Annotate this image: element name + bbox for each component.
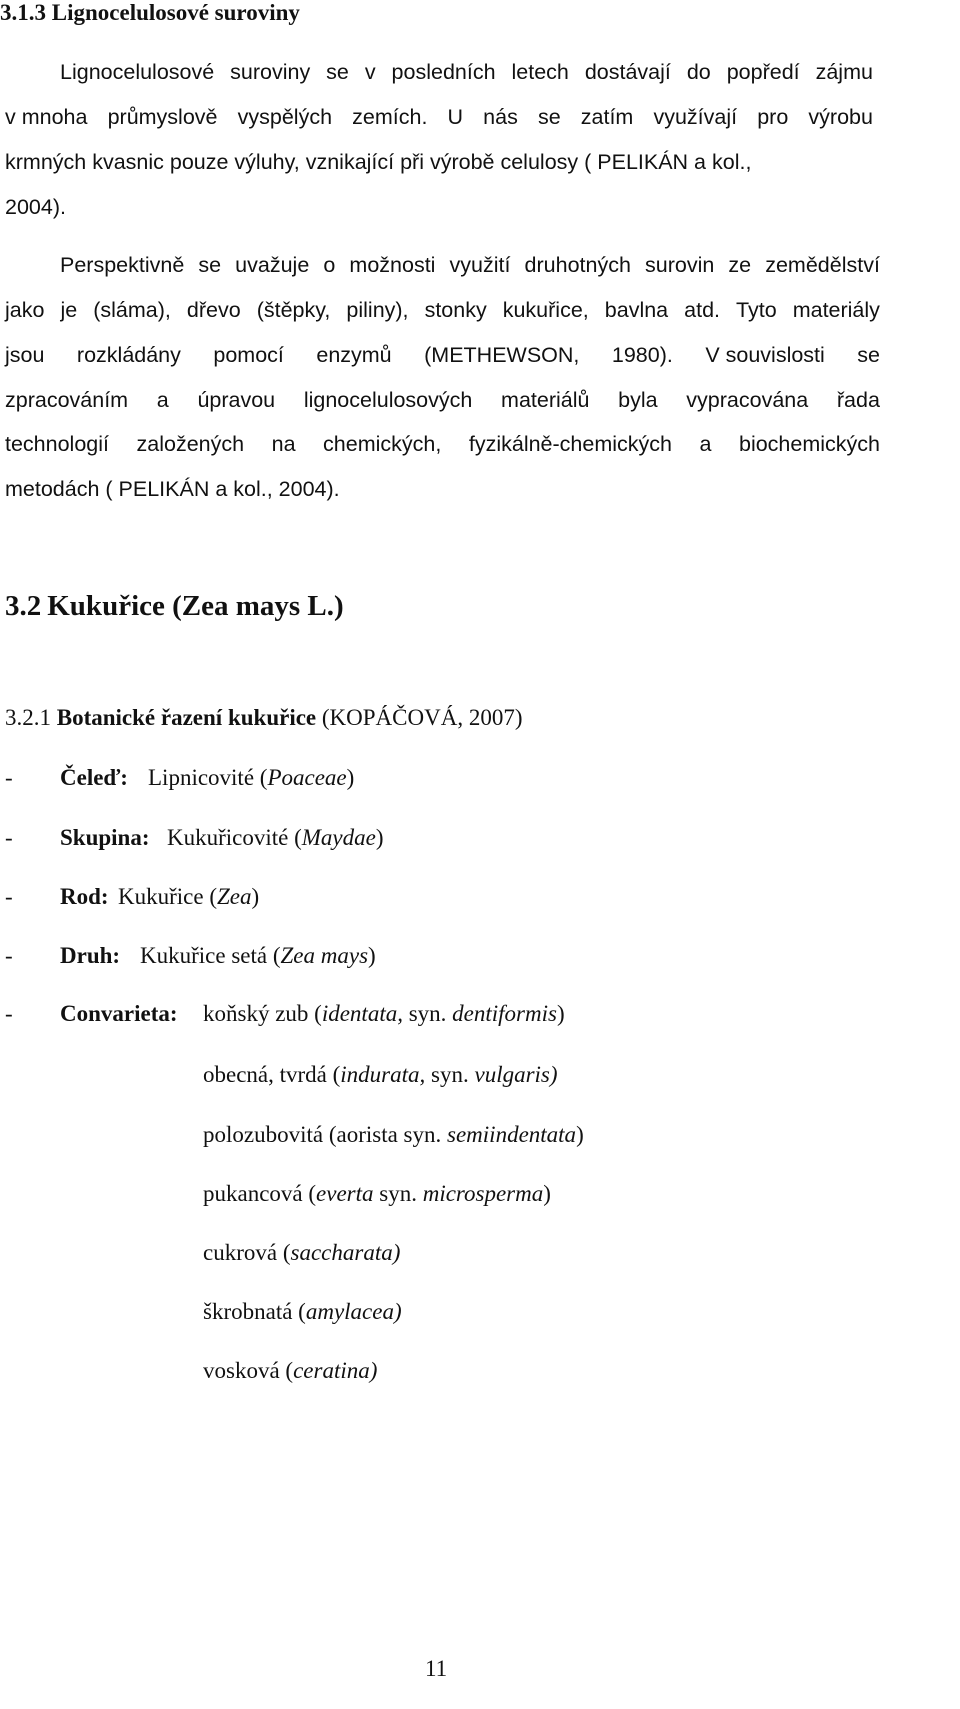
word: v [364, 60, 376, 84]
section-heading-3-2-1 [5, 705, 523, 731]
text-line [5, 477, 340, 502]
list-dash: - [5, 765, 13, 790]
convarieta-item: polozubovitá (aorista syn. semiindentata) [203, 1122, 584, 1147]
list-value: Kukuřice (Zea) [118, 884, 260, 909]
word: o [323, 253, 336, 277]
word: biochemických [738, 432, 880, 456]
word: se [537, 105, 561, 129]
list-label: Convarieta: [60, 1001, 178, 1026]
word: Perspektivně [60, 253, 185, 277]
word: bavlna [604, 298, 669, 322]
word: jako [5, 298, 45, 322]
list-label: Čeleď: [60, 765, 128, 790]
list-label: Druh: [60, 943, 121, 968]
convarieta-item: koňský zub (identata, syn. dentiformis) [203, 1001, 565, 1026]
word: možnosti [349, 253, 436, 277]
word: posledních [391, 60, 496, 84]
section-title: Kukuřice (Zea mays L.) [47, 590, 344, 622]
list-value: Kukuřicovité (Maydae) [167, 825, 384, 850]
word: Tyto [736, 298, 777, 322]
word: technologií [5, 432, 109, 456]
word: úpravou [197, 388, 276, 412]
word: dostávají [584, 60, 671, 84]
text-line [5, 298, 880, 323]
word: (sláma), [93, 298, 171, 322]
word: enzymů [316, 343, 392, 367]
word: založených [136, 432, 245, 456]
word: ze [728, 253, 752, 277]
word: jsou [5, 343, 45, 367]
list-label: Skupina: [60, 825, 150, 850]
text-line [5, 432, 880, 457]
section-number: 3.1.3 [0, 0, 46, 25]
convarieta-item: cukrová (saccharata) [203, 1240, 401, 1265]
word: popředí [726, 60, 800, 84]
word: průmyslově [107, 105, 218, 129]
section-heading-3-1-3 [0, 0, 300, 26]
word: a [156, 388, 169, 412]
word: do [686, 60, 711, 84]
convarieta-item: škrobnatá (amylacea) [203, 1299, 402, 1324]
word: rozkládány [76, 343, 181, 367]
word: metodách ( PELIKÁN a kol., 2004). [5, 477, 340, 501]
section-title: Lignocelulosové suroviny [51, 0, 300, 25]
text-line [5, 195, 66, 220]
word: U [447, 105, 464, 129]
section-title: Botanické řazení kukuřice [56, 705, 317, 730]
word: suroviny [230, 60, 311, 84]
section-number: 3.2 [5, 590, 42, 622]
word: (METHEWSON, [424, 343, 580, 367]
text-line [5, 150, 751, 175]
word: zatím [580, 105, 634, 129]
section-heading-3-2 [5, 590, 344, 623]
word: druhotných [524, 253, 631, 277]
list-item [5, 884, 260, 910]
word: využití [449, 253, 511, 277]
text-line [60, 253, 880, 278]
word: stonky [424, 298, 487, 322]
list-item [5, 825, 384, 851]
word: zemích. [352, 105, 428, 129]
word: lignocelulosových [303, 388, 473, 412]
page-number: 11 [425, 1656, 448, 1681]
word: v mnoha [5, 105, 88, 129]
section-number: 3.2.1 [5, 705, 51, 730]
word: je [60, 298, 78, 322]
text-line [5, 388, 880, 413]
word: využívají [653, 105, 738, 129]
list-item-convarieta [5, 1001, 178, 1027]
word: uvažuje [235, 253, 310, 277]
list-dash: - [5, 825, 13, 850]
text-line [5, 343, 880, 368]
list-dash: - [5, 943, 13, 968]
word: materiálů [501, 388, 590, 412]
word: byla [618, 388, 658, 412]
list-item [5, 943, 376, 969]
word: výrobu [808, 105, 873, 129]
word: na [271, 432, 296, 456]
word: a [699, 432, 712, 456]
word: řada [836, 388, 880, 412]
text-line [60, 60, 873, 85]
word: letech [511, 60, 569, 84]
word: pomocí [213, 343, 284, 367]
list-label: Rod: [60, 884, 109, 909]
word: piliny), [346, 298, 409, 322]
word: surovin [645, 253, 715, 277]
word: Lignocelulosové [60, 60, 215, 84]
list-item [5, 765, 355, 791]
word: V souvislosti [705, 343, 825, 367]
word: krmných kvasnic pouze výluhy, vznikající při výrobě celulosy ( PELIKÁN a kol., [5, 150, 752, 174]
convarieta-item: pukancová (everta syn. microsperma) [203, 1181, 551, 1206]
word: vypracována [686, 388, 809, 412]
word: se [198, 253, 222, 277]
word: 1980). [611, 343, 673, 367]
word: materiály [792, 298, 880, 322]
word: zemědělství [765, 253, 880, 277]
word: chemických, [323, 432, 442, 456]
section-source: (KOPÁČOVÁ, 2007) [321, 705, 523, 730]
word: zpracováním [5, 388, 129, 412]
word: se [326, 60, 349, 84]
list-value: Kukuřice setá (Zea mays) [140, 943, 376, 968]
text-line [5, 105, 873, 130]
word: nás [483, 105, 518, 129]
word: zájmu [815, 60, 873, 84]
word: 2004). [5, 195, 66, 219]
word: fyzikálně-chemických [468, 432, 672, 456]
word: kukuřice, [502, 298, 589, 322]
list-dash: - [5, 1001, 13, 1026]
word: pro [757, 105, 789, 129]
list-value: Lipnicovité (Poaceae) [148, 765, 355, 790]
convarieta-item: obecná, tvrdá (indurata, syn. vulgaris) [203, 1062, 558, 1087]
word: (štěpky, [256, 298, 331, 322]
word: dřevo [186, 298, 241, 322]
convarieta-item: vosková (ceratina) [203, 1358, 378, 1383]
list-dash: - [5, 884, 13, 909]
word: se [857, 343, 880, 367]
word: atd. [684, 298, 721, 322]
word: vyspělých [237, 105, 333, 129]
